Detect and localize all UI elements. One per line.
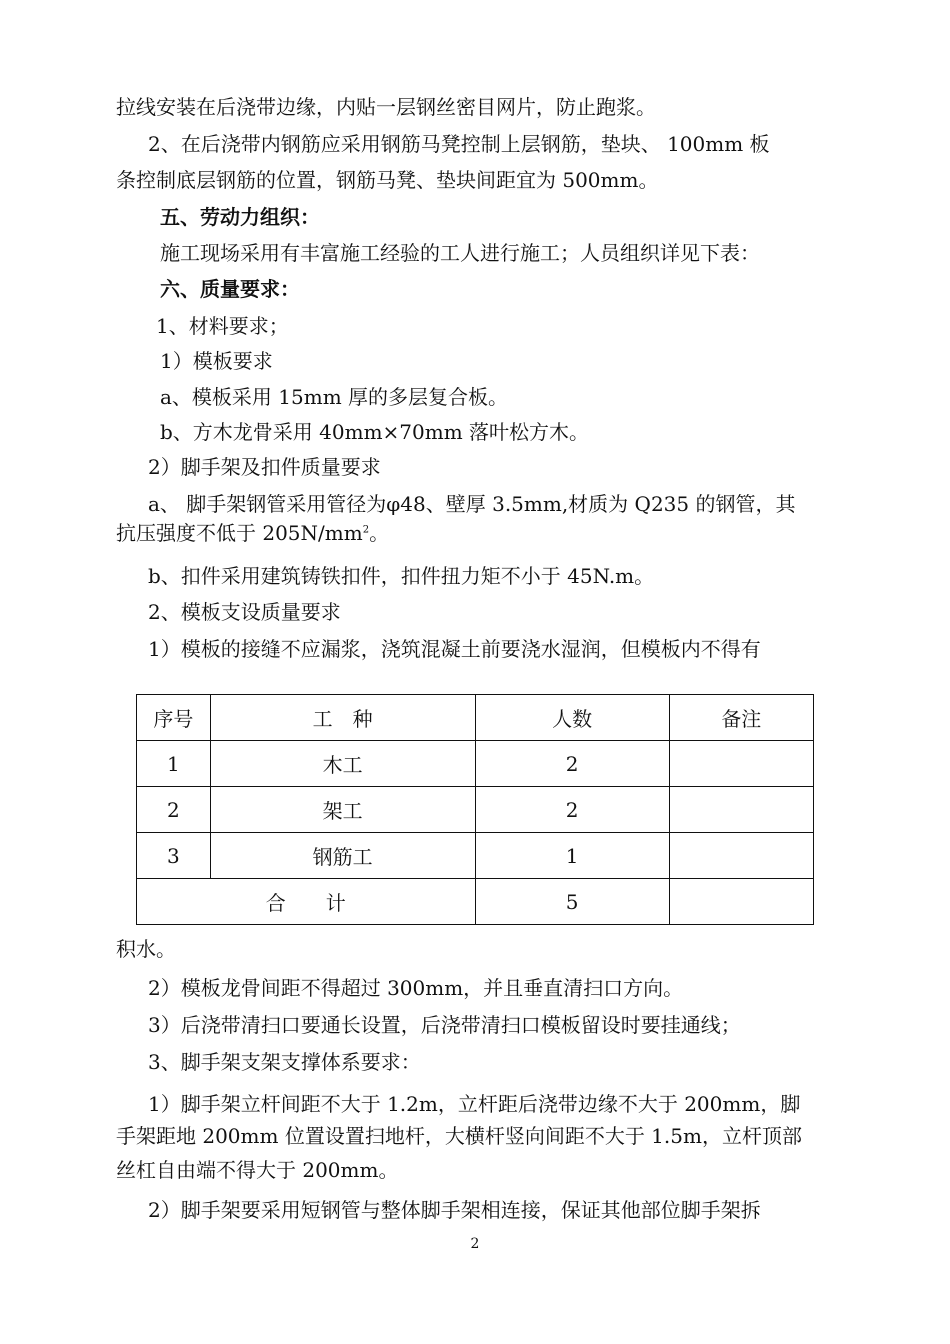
paragraph-line: b、方木龙骨采用 40mm×70mm 落叶松方木。 xyxy=(160,420,590,444)
superscript: 2 xyxy=(362,524,370,536)
table-cell: 1 xyxy=(137,741,211,787)
table-cell xyxy=(669,787,813,833)
total-label: 合 计 xyxy=(137,879,476,925)
paragraph-line: 2、模板支设质量要求 xyxy=(148,600,341,624)
paragraph-line: 拉线安装在后浇带边缘，内贴一层钢丝密目网片，防止跑浆。 xyxy=(116,95,656,119)
paragraph-line: 1）模板要求 xyxy=(160,349,273,373)
table-total-row xyxy=(137,879,814,925)
paragraph-line: 1）脚手架立杆间距不大于 1.2m，立杆距后浇带边缘不大于 200mm，脚 xyxy=(148,1092,801,1116)
paragraph-line: 2、在后浇带内钢筋应采用钢筋马凳控制上层钢筋，垫块、 100mm 板 xyxy=(148,132,770,156)
staff-table xyxy=(136,694,814,925)
paragraph-line: 条控制底层钢筋的位置，钢筋马凳、垫块间距宜为 500mm。 xyxy=(116,168,659,192)
paragraph-line: 施工现场采用有丰富施工经验的工人进行施工；人员组织详见下表： xyxy=(160,241,760,265)
table-row xyxy=(137,787,814,833)
table-cell: 1 xyxy=(475,833,669,879)
page-number: 2 xyxy=(470,1236,480,1252)
table-header: 备注 xyxy=(669,695,813,741)
table-cell: 2 xyxy=(475,741,669,787)
table-header: 序号 xyxy=(137,695,211,741)
paragraph-line: 积水。 xyxy=(116,937,176,961)
table-cell: 钢筋工 xyxy=(210,833,475,879)
section-heading-labor: 五、劳动力组织： xyxy=(160,205,320,229)
paragraph-line: b、扣件采用建筑铸铁扣件，扣件扭力矩不小于 45N.m。 xyxy=(148,564,655,588)
total-count: 5 xyxy=(475,879,669,925)
paragraph-line xyxy=(116,520,389,546)
table-cell xyxy=(669,833,813,879)
paragraph-line: 2）脚手架要采用短钢管与整体脚手架相连接，保证其他部位脚手架拆 xyxy=(148,1198,761,1222)
paragraph-line: 1）模板的接缝不应漏浆，浇筑混凝土前要浇水湿润，但模板内不得有 xyxy=(148,637,761,661)
paragraph-line: 丝杠自由端不得大于 200mm。 xyxy=(116,1158,399,1182)
table-cell: 木工 xyxy=(210,741,475,787)
table-row xyxy=(137,833,814,879)
table-cell: 架工 xyxy=(210,787,475,833)
paragraph-line: 2）模板龙骨间距不得超过 300mm，并且垂直清扫口方向。 xyxy=(148,976,684,1000)
total-note xyxy=(669,879,813,925)
table-header: 工 种 xyxy=(210,695,475,741)
table-cell xyxy=(669,741,813,787)
period: 。 xyxy=(369,521,390,545)
paragraph-line: 手架距地 200mm 位置设置扫地杆，大横杆竖向间距不大于 1.5m，立杆顶部 xyxy=(116,1124,802,1148)
table-cell: 3 xyxy=(137,833,211,879)
section-heading-quality: 六、质量要求： xyxy=(160,277,300,301)
paragraph-line: a、模板采用 15mm 厚的多层复合板。 xyxy=(160,385,509,409)
paragraph-line: 2）脚手架及扣件质量要求 xyxy=(148,455,381,479)
table-header-row xyxy=(137,695,814,741)
paragraph-line: 1、材料要求； xyxy=(156,314,289,338)
paragraph-line: a、 脚手架钢管采用管径为φ48、壁厚 3.5mm,材质为 Q235 的钢管，其 xyxy=(148,492,796,516)
paragraph-line: 3）后浇带清扫口要通长设置，后浇带清扫口模板留设时要挂通线； xyxy=(148,1013,741,1037)
paragraph-line: 3、脚手架支架支撑体系要求： xyxy=(148,1050,421,1074)
table-header: 人数 xyxy=(475,695,669,741)
table-row xyxy=(137,741,814,787)
table-cell: 2 xyxy=(137,787,211,833)
strength-text: 抗压强度不低于 205N/mm xyxy=(116,521,363,545)
table-cell: 2 xyxy=(475,787,669,833)
